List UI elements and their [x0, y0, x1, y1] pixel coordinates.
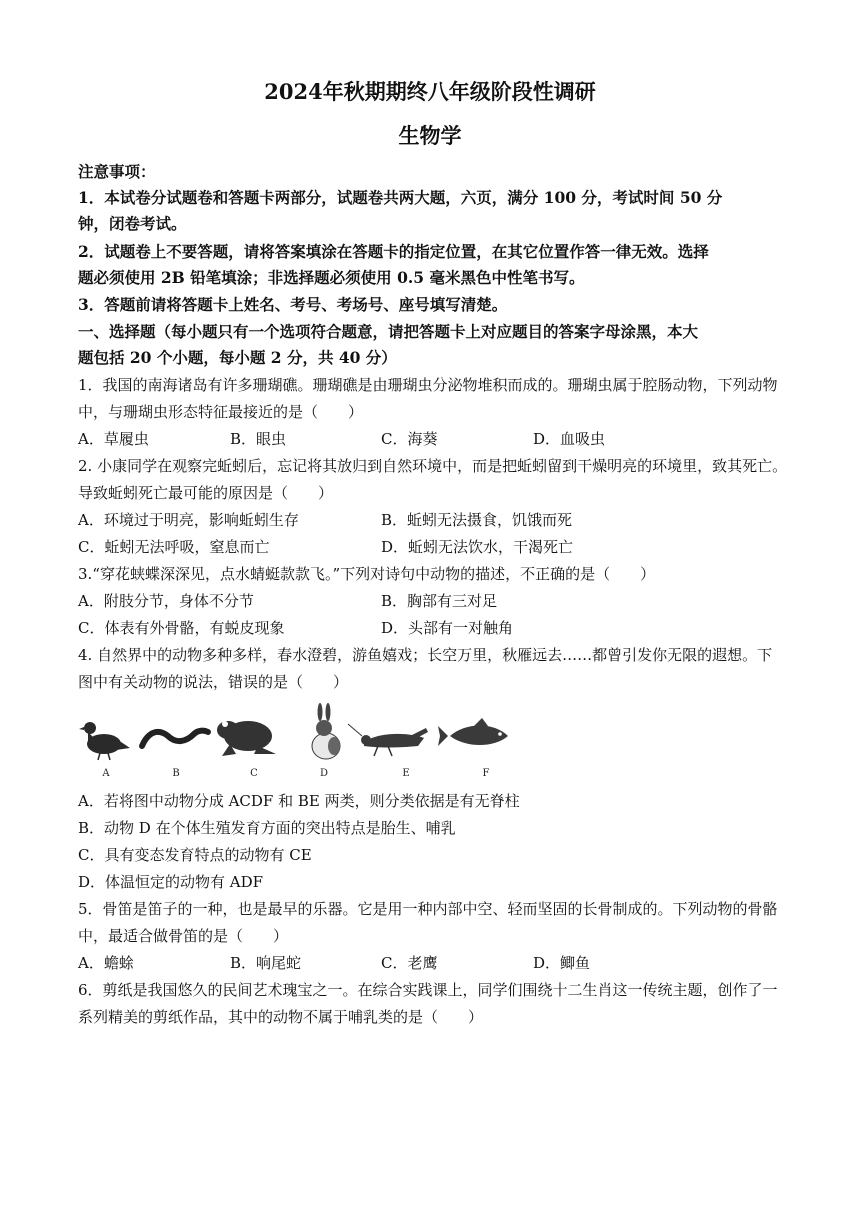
notice-item-2-cont: 题必须使用 2B 铅笔填涂；非选择题必须使用 0.5 毫米黑色中性笔书写。	[78, 268, 585, 287]
earthworm-illustration	[142, 731, 208, 746]
q1-option-b: B．眼虫	[230, 430, 287, 448]
question-5: 5．骨笛是笛子的一种，也是最早的乐器。它是用一种内部中空、轻而坚固的长骨制成的。下列动物的骨骼	[78, 900, 778, 918]
question-1: 1．我国的南海诸岛有许多珊瑚礁。珊瑚礁是由珊瑚虫分泌物堆积而成的。珊瑚虫属于腔肠动物，下列动物	[78, 376, 778, 394]
notice-item-2: 2．试题卷上不要答题，请将答案填涂在答题卡的指定位置，在其它位置作答一律无效。选择	[78, 242, 709, 261]
frog-illustration	[217, 721, 276, 756]
section-1-heading: 一、选择题（每小题只有一个选项符合题意，请把答题卡上对应题目的答案字母涂黑，本大	[78, 322, 699, 341]
question-6: 6．剪纸是我国悠久的民间艺术瑰宝之一。在综合实践课上，同学们围绕十二生肖这一传统主题，创作了一	[78, 981, 778, 999]
question-2-cont: 导致蚯蚓死亡最可能的原因是（ ）	[78, 484, 334, 502]
notice-item-1: 1．本试卷分试题卷和答题卡两部分，试题卷共两大题，六页，满分 100 分，考试时间 50 分	[78, 188, 723, 207]
q4-option-b: B．动物 D 在个体生殖发育方面的突出特点是胎生、哺乳	[78, 819, 456, 837]
exam-subject: 生物学	[398, 123, 462, 148]
question-2: 2. 小康同学在观察完蚯蚓后，忘记将其放归到自然环境中，而是把蚯蚓留到干燥明亮的环境里，致其死亡。	[78, 457, 788, 475]
q5-option-d: D．鲫鱼	[533, 954, 591, 972]
question-4-cont: 图中有关动物的说法，错误的是（ ）	[78, 673, 349, 691]
exam-title: 2024年秋期期终八年级阶段性调研	[264, 79, 596, 104]
figure-label-b: B	[172, 768, 180, 779]
q1-option-a: A．草履虫	[78, 430, 149, 448]
q3-option-b: B．胸部有三对足	[381, 592, 498, 610]
q3-option-c: C．体表有外骨骼，有蜕皮现象	[78, 619, 285, 637]
q4-option-a: A．若将图中动物分成 ACDF 和 BE 两类，则分类依据是有无脊柱	[78, 792, 520, 810]
question-1-cont: 中，与珊瑚虫形态特征最接近的是（ ）	[78, 403, 364, 421]
question-3: 3.“穿花蛱蝶深深见，点水蜻蜓款款飞。”下列对诗句中动物的描述，不正确的是（ ）	[78, 565, 656, 583]
figure-label-e: E	[402, 768, 410, 779]
animals-figure	[78, 702, 528, 782]
notice-item-1-cont: 钟，闭卷考试。	[78, 214, 187, 233]
figure-label-f: F	[482, 768, 490, 779]
q5-option-c: C．老鹰	[381, 954, 438, 972]
figure-label-a: A	[102, 768, 110, 779]
question-5-cont: 中，最适合做骨笛的是（ ）	[78, 927, 289, 945]
section-1-heading-cont: 题包括 20 个小题，每小题 2 分，共 40 分）	[78, 348, 397, 367]
q3-option-a: A．附肢分节，身体不分节	[78, 592, 254, 610]
q2-option-c: C．蚯蚓无法呼吸，窒息而亡	[78, 538, 270, 556]
q1-option-c: C．海葵	[381, 430, 438, 448]
q4-option-d: D．体温恒定的动物有 ADF	[78, 873, 264, 891]
q5-option-a: A．蟾蜍	[78, 954, 134, 972]
grasshopper-illustration	[348, 724, 428, 756]
notice-heading: 注意事项：	[78, 162, 156, 181]
q2-option-b: B．蚯蚓无法摄食，饥饿而死	[381, 511, 573, 529]
q1-option-d: D．血吸虫	[533, 430, 606, 448]
figure-label-d: D	[319, 768, 329, 779]
pigeon-illustration	[79, 722, 130, 760]
question-4: 4. 自然界中的动物多种多样，春水澄碧，游鱼嬉戏；长空万里，秋雁远去……都曾引发你无限的遐想。下	[78, 646, 773, 664]
q3-option-d: D．头部有一对触角	[381, 619, 514, 637]
q4-option-c: C．具有变态发育特点的动物有 CE	[78, 846, 312, 864]
q5-option-b: B．响尾蛇	[230, 954, 302, 972]
figure-label-c: C	[250, 768, 258, 779]
fish-illustration	[438, 718, 508, 746]
question-6-cont: 系列精美的剪纸作品，其中的动物不属于哺乳类的是（ ）	[78, 1008, 484, 1026]
rabbit-illustration	[312, 703, 340, 759]
q2-option-a: A．环境过于明亮，影响蚯蚓生存	[78, 511, 299, 529]
q2-option-d: D．蚯蚓无法饮水，干渴死亡	[381, 538, 574, 556]
notice-item-3: 3．答题前请将答题卡上姓名、考号、考场号、座号填写清楚。	[78, 295, 508, 314]
